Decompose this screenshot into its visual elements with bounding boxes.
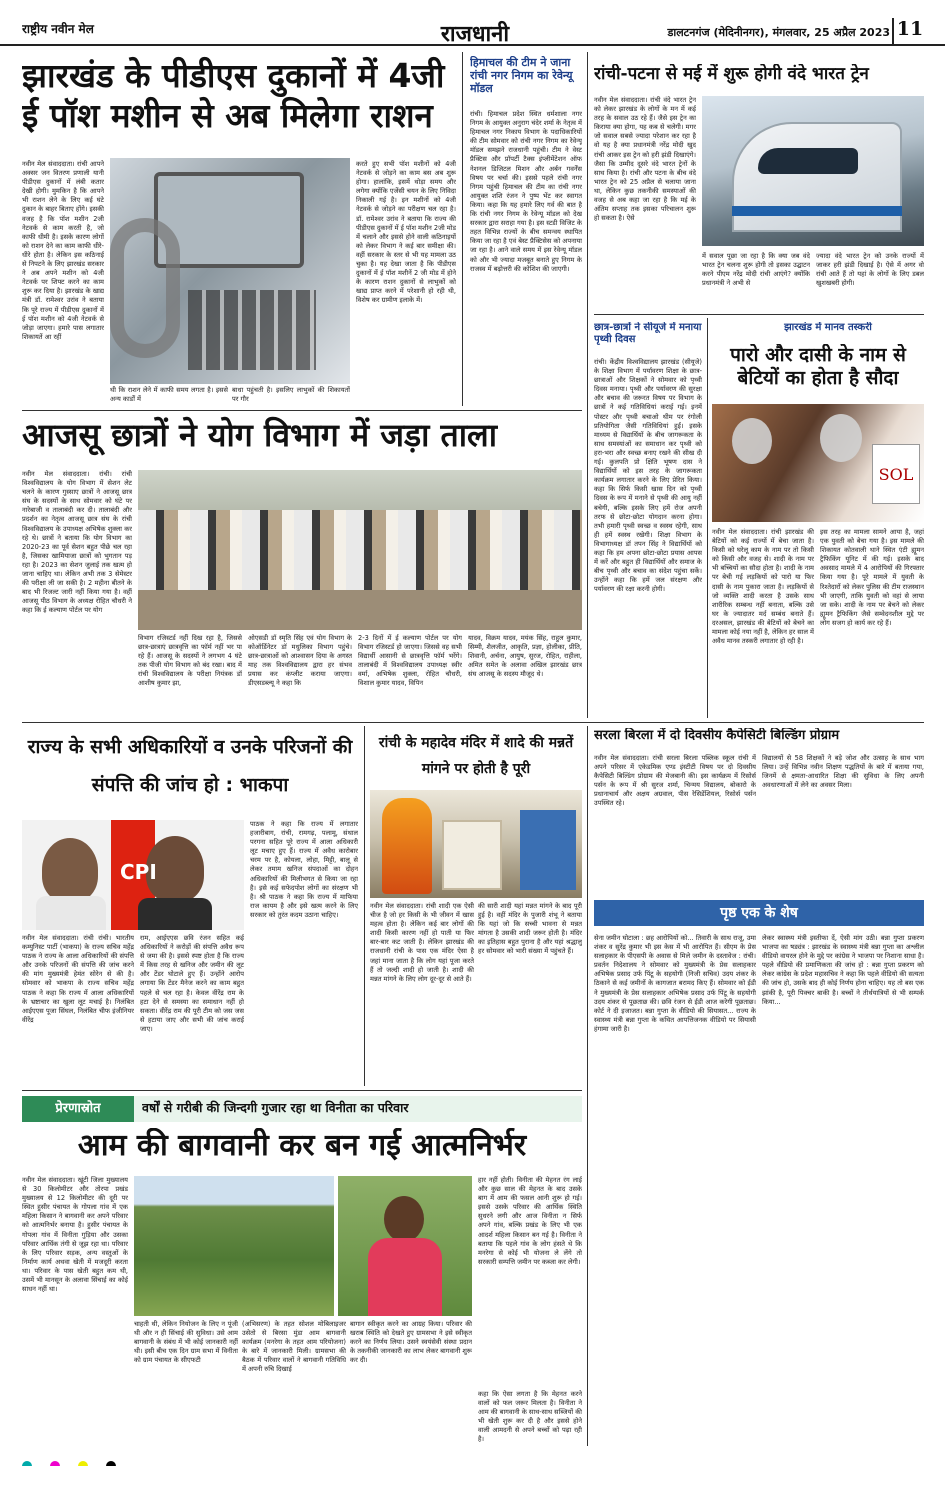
headline-trafficking: पारो और दासी के नाम से बेटियों का होता है सौदा [730,344,906,389]
headline-pds: झारखंड के पीडीएस दुकानों में 4जी ई पॉश मशीन से अब मिलेगा राशन [22,56,445,135]
mango-col-3: (अभिसरण) के तहत सोशल मोबिलाइजर उसेतो से बिरसा मुंडा आम बागवानी कार्यक्रम (मनरेगा के तहत आम परियोजना) के बारे में जानकारी मिली। ग्रामसभा की बैठक में परिवार वालों ने बागवानी गतिविधि में अपनी रुचि दिखाई [242,1320,346,1374]
mahadev-col-1: नवीन मेल संवाददाता। रांची शादी एक ऐसी चीज है जो हर किसी के भी जीवन में खास महत्व होता है। लेकिन कई बार लोगों की शादी किसी कारण नहीं हो पाती या फिर बार-बार कट जाती है। लेकिन झारखंड की राजधानी रांची के पास एक मंदिर ऐसा है जहां माना जाता है कि लोग यहां पूजा करते हैं तो जल्दी शादी हो जाती है। शादी की मन्नत मांगने के लिए लोग दूर-दूर से आते हैं। [370,902,474,983]
mango-col-2: चाहती थी, लेकिन नियोजन के लिए न पूंजी थी और न ही सिंचाई की सुविधा। उसे आम बागवानी के संबंध में भी कोई जानकारी नहीं थी। इसी बीच एक दिन ग्राम सभा में विनीता को ग्राम पंचायत के सीएफटी [134,1320,238,1365]
bhakpa-col-2: राम, आईएएस छवि रंजन सहित कई अधिकारियों ने करोड़ों की संपत्ति अवैध रूप से जमा की है। इससे स्पष्ट होता है कि राज्य में किस तरह से खनिज और जमीन की लूट और टेंडर घोटाले हुए हैं। उन्होंने आरोप लगाया कि टेंडर मैनेज करने का काम बहुत पहले से चल रहा है। केवल वीरेंद्र राम के हटा देने से समस्या का समाधान नहीं हो सकता। वीरेंद्र राम की पूरी टीम को जस जस से हटाया जाए और सभी की जांच कराई जाए। [140,934,244,1033]
earth-day-body: रांची। केंद्रीय विश्वविद्यालय झारखंड (सीयूजे) के शिक्षा विभाग में पर्यावरण शिक्षा के छात्र-छात्राओं और शिक्षकों ने सोमवार को पृथ्वी दिवस मनाया। पृथ्वी और पर्यावरण की सुरक्षा और बचाव की जरूरत विषय पर विभाग के छात्रों ने कई गतिविधियां कराई गई। इनमें पोस्टर और पृथ्वी बचाओ थीम पर रंगोली प्रतियोगिता जैसी गतिविधियां हुईं। इसके माध्यम से विद्यार्थियों के बीच जागरूकता के साथ समस्यांओं का समाधान कर पृथ्वी को हरा-भरा और स्वच्छ बनाए रखने की सीख दी गई। कुलपति प्रो क्षिति भूषण दास ने विद्यार्थियों को इस तरह के जागरूकता कार्यक्रम लगातार करने के लिए प्रेरित किया। कहा कि सिर्फ किसी खास दिन को पृथ्वी दिवस के रूप में मनाने से पृथ्वी की आयु नहीं बचेगी, बल्कि इसके लिए हमें रोज अपनी तरफ से छोटा-छोटा योगदान करना होगा। तभी हमारी पृथ्वी स्वच्छ व स्वस्थ रहेगी, साथ ही हमें स्वस्थ रखेगी। शिक्षा विभाग के विभागाध्यक्ष डॉ तपन सिंह ने विद्यार्थियों को कहा कि हम अपना छोटा-छोटा प्रयास आपस में करें और बहुत ही विद्यार्थियों और समाज के बीच पृथ्वी और बचाव का संदेश पहुंचा सकें। उन्होंने कहा कि हमें जल संरक्षण और पर्यावरण की रक्षा करनी होगी। [594,358,702,594]
trafficking-photo: SOL [712,404,924,522]
dateline: डालटनगंज (मेदिनीनगर), मंगलवार, 25 अप्रैल 2023 [667,26,890,39]
headline-bhakpa: राज्य के सभी अधिकारियों व उनके परिजनों की संपत्ति की जांच हो : भाकपा [27,736,353,796]
inspiration-band [22,1096,582,1122]
divider [22,410,582,411]
bhakpa-col-3: पाठक ने कहा कि राज्य में लगातार हजारीबाग, रांची, रामगढ़, पलामू, संथाल परगना सहित पूरे राज्य में आला अधिकारी लूट मचाए हुए हैं। राज्य में अवैध कारोबार चरम पर है, कोयला, लोहा, मिट्टी, बालू से लेकर तमाम खनिज संपदाओं का दोहन अधिकारियों की मिलीभगत से किया जा रहा है। इसे कई सफेदपोश लोगों का संरक्षण भी है। श्री पाठक ने कहा कि राज्य में माफिया राज कायम है और इसे खत्म करने के लिए सरकार को तुरंत कदम उठाना चाहिए। [250,820,358,919]
pds-col-3: बाधा पहुंचती है। इसलिए लाभुकों की शिकायतों पर गौर [232,386,350,404]
newspaper-logo: राष्ट्रीय नवीन मेल [22,22,94,36]
continued-col-2: लेकर स्वास्थ्य मंत्री इस्तीफा दें, ऐसी मांग उठी। बन्ना गुप्ता प्रकरण भाजपा का षड्यंत्र : झारखंड के स्वास्थ्य मंत्री बन्ना गुप्ता का अश्लील वीडियो वायरल होने के मुद्दे पर कांग्रेस ने भाजपा पर निशाना साधा है। पहले वीडियो की प्रमाणिकता की जांच हो : बन्ना गुप्ता प्रकरण को लेकर कांग्रेस के प्रदेश महासचिव ने कहा कि पहले वीडियो की सत्यता की जांच हो, उसके बाद ही कोई निर्णय होना चाहिए। यह तो बस एक झांकी है, पूरी पिक्चर बाकी है। बच्चों ने तीर्थयात्रियों से भी सम्पर्क किया... [762,934,924,1006]
pds-col-2: थी कि राशन लेने में काफी समय लगता है। इससे अन्य कार्डों में [110,386,228,404]
vande-col-1: नवीन मेल संवाददाता। रांची वंदे भारत ट्रेन को लेकर झारखंड के लोगों के मन में कई तरह के सवाल उठ रहे हैं। जैसे इस ट्रेन का किराया क्या होगा, यह कब से चलेगी। मगर जो सवाल सबसे ज्यादा परेशान कर रहा है वो यह है क्या प्रधानमंत्री नरेंद्र मोदी खुद रांची आकर इस ट्रेन को हरी झंडी दिखाएंगे। जैसा कि उम्मीद दूसरे वंदे भारत ट्रेनों के साथ किया है। रांची और पटना के बीच वंदे भारत ट्रेन को 25 अप्रैल से चलाया जाना था, लेकिन कुछ तकनीकी समस्याओं की वजह से अब कहा जा रहा है कि मई के अंतिम सप्ताह तक इसका परिचालन शुरू हो सकता है। ऐसे [594,96,696,223]
trafficking-kicker: झारखंड में मानव तस्करी [784,322,872,333]
bhakpa-col-1: नवीन मेल संवाददाता। रांची रांची। भारतीय कम्युनिस्ट पार्टी (भाकपा) के राज्य सचिव महेंद्र पाठक ने राज्य के आला अधिकारियों की संपत्ति और उनके परिजनों की संपत्ति की जांच करने की मांग मुख्यमंत्री हेमंत सोरेन से की है। सोमवार को भाकपा के राज्य सचिव महेंद्र पाठक ने कहा कि राज्य में आला अधिकारियों के भ्रष्टाचार का खुला लूट मचाई है। निलंबित आईएएस पूजा सिंघल, निलंबित चीफ इंजीनियर वीरेंद्र [22,934,134,1024]
divider [462,52,463,406]
leaders-photo: CPI [22,820,244,930]
protest-photo [138,470,582,630]
color-registration-strip [0,1456,945,1466]
divider [22,722,924,723]
section-title: राजधानी [440,21,510,44]
mango-col-6: कहा कि ऐसा लगता है कि मेहनत करने वालों को फल जरूर मिलता है। विनीता ने आम की बागवानी के साथ-साथ सब्जियों की भी खेती शुरू कर दी है और इससे होने वाली आमदनी से अपने बच्चों को पढ़ा रही है। [478,1390,582,1444]
pds-col-4: करते हुए सभी पॉश मशीनों को 4जी नेटवर्क से जोड़ने का काम बस अब शुरू होगा। हालांकि, इसमें थोड़ा समय और लगेगा क्योंकि एजेंसी चयन के लिए निविदा निकाली गई है। इन मशीनों को 4जी नेटवर्क से जोड़ने का परीक्षण चल रहा है। डॉ. रामेश्वर उरांव ने बताया कि राज्य की पीडीएस दुकानों में ई पॉश मशीन 2जी मोड में चलाने और इससे होने वाली कठिनाइयों को लेकर विभाग ने कई बार समीक्षा की। वहीं सरकार के स्तर से भी यह मामला उठ चुका है। यह देखा जाता है कि पीडीएस दुकानों में ई पॉश मशीनें 2 जी मोड में होने के कारण राशन दुकानों से लाभुकों को खाद्य प्राप्त करने में परेशानी हो रही थी, विशेष कर ग्रामीण इलाके में। [356,160,456,305]
ajsu-col-2: विभाग रजिस्टर्ड नहीं दिख रहा है, जिससे छात्र-छात्राएं छात्रवृत्ति का फॉर्म नहीं भर पा रहे हैं। आजसू के सदस्यों ने लगभग 4 घंटे तक पीजी योग विभाग को बंद रखा। बाद में रांची विश्वविद्यालय के परीक्षा नियंत्रक डॉ आशीष कुमार झा, [138,634,242,688]
train-photo [702,96,924,246]
page-number: 11 [892,18,926,44]
trafficking-col-1: नवीन मेल संवाददाता। रांची झारखंड की बेटियों को कई राज्यों में बेचा जाता है। किसी को घरेलू काम के नाम पर तो किसी को किसी और वजह से। शादी के नाम पर भी बच्चियों का सौदा होता है। शादी के नाम पर बेची गई लड़कियों को पारो या फिर दासी के नाम पुकारा जाता है। लड़कियों से जो व्यक्ति शादी करता है उसके साथ शारीरिक सम्बन्ध नहीं बनाता, बल्कि उसे घर के ज्यादातर मर्द सम्बंध बनाते हैं। दरअसल, झारखंड की बेटियों को बेचने का मामला कोई नया नहीं है, लेकिन हर साल में अवैध मानव तस्करी लगातार हो रही है। [712,528,814,646]
headline-mahadev: रांची के महादेव मंदिर में शादे की मन्नतें मांगने पर होती है पूरी [378,735,574,777]
mango-col-5: हार नहीं होती। विनीता की मेहनत रंग लाई और कुछ साल की मेहनत के बाद उसके बाग में आम की फसल आनी शुरू हो गई। इससे उसके परिवार की आर्थिक स्थिति सुधरने लगी और आज विनीता न सिर्फ अपने गांव, बल्कि प्रखंड के लिए भी एक आदर्श महिला किसान बन गई है। विनीता ने बताया कि पहले गांव के लोग हंसते थे कि मनरेगा से कोई भी योजना ले लेंगे तो सरकारी सम्पत्ति जमीन पर कब्जा कर लेगी। [478,1176,582,1266]
divider [364,726,365,1086]
trafficking-col-2: इस तरह का मामला सामने आया है, जहां एक युवती को बेचा गया है। इस मामले की शिकायत कोतवाली थाने स्थित एंटी ह्यूमन ट्रैफिकिंग यूनिट में की गई। इसके बाद अवसाद मामले में 4 आरोपियों की गिरफ्तार किया गया है। पूरे मामले में युवती के रिश्तेदारों को लेकर पुलिस की टीम राजस्थान भी जाएगी, ताकि युवती को वहां से लाया जा सके। शादी के नाम पर बेचने को लेकर ह्यूमन ट्रैफिकिंग जैसे सम्वेदनशील मुद्दे पर लोग सजग हो कार्य कर रहे हैं। [820,528,924,627]
mango-col-1: नवीन मेल संवाददाता। खूंटी जिला मुख्यालय से 30 किलोमीटर और तोरपा प्रखंड मुख्यालय से 12 किलोमीटर की दूरी पर स्थित हुसीर पंचायत के गोपला गांव में एक महिला किसान ने बागवानी कर अपने परिवार को आत्मनिर्भर बनाया है। हुसीर पंचायत के गोपला गांव में विनीता गुड़िया और उसका परिवार आर्थिक तंगी से जूझ रहा था। परिवार के लिए परिवार सड़क, अन्य वस्तुओं के निर्माण कार्य अथवा खेती में मजदूरी करता था। परिवार के पास खेती बहुत कम थी, उसमें भी मानसून के अलावा सिंचाई का कोई साधन नहीं था। [22,1176,128,1294]
divider [707,318,708,718]
page-header [0,0,945,46]
mahadev-col-2: की सारी शादी यहां मन्नत मांगने के बाद पूरी हुई है। वहीं मंदिर के पुजारी शंभू ने बताया कि यहां जो कि सच्ची भावना से मन्नत मांगता है उसकी शादी जरूर होती है। मंदिर का इतिहास बहुत पुराना है और यहां श्रद्धालु हर सोमवार को भारी संख्या में पहुंचते हैं। [478,902,582,956]
continued-col-1: सेना जमीन घोटाला : छह आरोपियों को... तिवारी के साथ राजू, उमा शंकर व सुरेंद्र कुमार भी इस केस में भी आरोपित हैं। सीएम के प्रेस सलाहकार के पीएसपी के अवास से मिले जमीन के दस्तावेज : रांची। प्रवर्तन निदेशालय ने सोमवार को मुख्यमंत्री के प्रेस सलाहकार अभिषेक प्रसाद उर्फ पिंटू के सहयोगी (निजी सचिव) उदय शंकर के ठिकाने से कई जमीनों के कागजात बरामद किए हैं। सोमवार को ईडी ने मुख्यमंत्री के प्रेस सलाहकार अभिषेक प्रसाद उर्फ पिंटू के सहयोगी उदय शंकर से पूछताछ की। छवि रंजन से ईडी आज करेगी पूछताछ। कोर्ट ने दी इजाजत। बन्ना गुप्ता के वीडियो की सियासत... राज्य के स्वास्थ्य मंत्री बन्ना गुप्ता के कथित आपत्तिजनक वीडियो पर सियासी हंगामा जारी है। [594,934,756,1033]
inspiration-kicker: वर्षों से गरीबी की जिन्दगी गुजार रहा था विनीता का परिवार [142,1100,409,1115]
field-photo [134,1176,334,1316]
himachal-body: रांची। हिमाचल प्रदेश स्थित धर्मशाला नगर निगम के आयुक्त अनुराग चंदेर शर्मा के नेतृत्व में हिमाचल नगर निकाय विभाग के पदाधिकारियों की टीम सोमवार को रांची नगर निगम का रेवेन्यू मॉडल समझने राजधानी पहुंची। टीम ने वेस्ट प्रैक्टिस और प्रॉपर्टी टैक्स इंप्लीमेंटेशन ऑफ नेशनल डिजिटल मिशन और अर्बन गवर्नेंस विषय पर चर्चा की। इससे पहले रांची नगर निगम पहुंची हिमाचल की टीम का रांची नगर आयुक्त शशि रंजन ने पुष्प भेंट कर स्वागत किया। कहा कि यह हमारे लिए गर्व की बात है कि रांची नगर निगम के रेवेन्यू मॉडल को देख सरकार द्वारा सराहा गया है। इस स्टडी विजिट के तहत विभिन्न राज्यों के बीच समन्वय स्थापित किया जा रहा है एवं बेस्ट प्रैक्टिसेस को अपनाया जा रहा है। आने वाले समय में इस रेवेन्यू मॉडल को और भी ज्यादा मजबूत बनाते हुए निगम के राजस्व में बढ़ोत्तरी की कोशिश की जाएगी। [470,110,582,273]
pds-col-1: नवीन मेल संवाददाता। रांची आपने अक्सर जन वितरण प्रणाली यानी पीडीएस दुकानों में लंबी कतार देखी होगी। मुमकिन है कि आपने भी राशन लेने के लिए कई घंटे दुकान के बाहर बिताए होंगे। इसकी वजह है कि पॉश मशीन 2जी नेटवर्क से काम करती है, जो काफी धीमी है। इसके कारण लोगों को राशन देने का काम काफी धीरे-धीरे होता है। लेकिन इस कठिनाई से निपटने के लिए झारखंड सरकार ने अब अपने मशीन को 4जी नेटवर्क पर शिफ्ट करने का काम शुरू कर दिया है। झारखंड के खाद्य मंत्री डॉ. रामेश्वर उरांव ने बताया कि पूरे राज्य में पीडीएस दुकानों में ई पॉश मशीन को 4जी नेटवर्क से जोड़ा जाएगा। हमारे पास लगातार शिकायतें आ रहीं [22,160,104,341]
ajsu-col-1: नवीन मेल संवाददाता। रांची। रांची विश्वविद्यालय के योग विभाग में सेशन लेट चलने के कारण गुस्साए छात्रों ने आजसू छात्र संघ के सदस्यों के साथ सोमवार को घंटे पर नारेबाजी व तालाबंदी कर दी। तालाबंदी और प्रदर्शन का नेतृत्व आजसू छात्र संघ के रांची विश्वविद्यालय के उपाध्यक्ष अभिषेक शुक्ला कर रहे थे। छात्रों ने बताया कि योग विभाग का 2020-23 का पूर्व सेशन बहुत पीछे चल रहा है, जिसका खामियाजा छात्रों को भुगतान पड़ रहा है। 2023 का सेशन जुलाई तक खत्म हो जाना चाहिए था। लेकिन अभी तक 3 सेमेस्टर की परीक्षा ली जा सकी है। 2 महीना बीतने के बाद भी रिजल्ट जारी नहीं किया गया है। वहीं आजसू पीठ विभाग के अध्यक्ष रोहित चौधरी ने कहा कि ई कल्याण पोर्टल पर योग [22,470,132,615]
sarla-col-2: विद्यालयों से 58 शिक्षकों ने बड़े जोश और उत्साह के साथ भाग लिया। उन्हें विभिन्न नवीन शिक्षण पद्धतियों के बारे में बताया गया, जिनमें से क्षमता-आधारित शिक्षा की सुविधा के लिए अपनी अवधारणाओं में लेने का अवसर मिला। [762,754,924,790]
sarla-col-1: नवीन मेल संवाददाता। रांची सरला बिरला पब्लिक स्कूल रांची में अपने परिसर में एकेडमिक एण्ड इंस्टीटी विषय पर दो दिवसीय कैपेसिटी बिल्डिंग प्रोग्राम की मेजबानी की। इस कार्यक्रम में रिसोर्स पर्सन के रूप में श्री सुरज शर्मा, चिन्मय विद्यालय, बोकारो के प्रधानाचार्य और अक्षय अग्रवाल, पीस रेसिडेंशियल, रिसोर्स पर्सन उपस्थित रहे। [594,754,756,808]
divider [594,314,924,315]
vande-col-2: में सवाल पूछा जा रहा है कि क्या जब वंदे भारत ट्रेन चलना शुरू होगी तो इसका उद्घाटन करने पीएम नरेंद्र मोदी रांची आएंगे? क्योंकि प्रधानमंत्री ने अभी से [702,252,810,288]
headline-earth-day: छात्र-छात्रों ने सीयूजे में मनाया पृथ्वी दिवस [594,322,702,345]
inspiration-tag: प्रेरणास्रोत [22,1096,134,1122]
vande-col-3: ज्यादा वंदे भारत ट्रेन को उनके राज्यों में जाकर हरी झंडी दिखाई है। ऐसे में अगर वो रांची आते हैं तो यहां के लोगों के लिए डबल खुशखबरी होगी। [816,252,924,288]
divider [22,1090,582,1091]
pos-machine-photo [110,158,350,384]
headline-mango: आम की बागवानी कर बन गई आत्मनिर्भर [77,1128,527,1163]
divider [587,52,588,718]
divider [587,726,588,1446]
ajsu-col-3: ओएसडी डॉ स्मृति सिंह एवं योग विभाग के कोऑर्डिनेटर डॉ मधुलिका विभाग पहुंचे। छात्र-छात्राओं को आश्वासन दिया के अगस्त माह तक विश्वविद्यालय द्वारा हर संभव प्रयास कर कंप्लीट कराया जाएगा। डीएसडब्ल्यू ने कहा कि [248,634,352,688]
headline-himachal: हिमाचल की टीम ने जाना रांची नगर निगम का रेवेन्यू मॉडल [470,56,573,96]
headline-vande-bharat: रांची-पटना से मई में शुरू होगी वंदे भारत ट्रेन [594,64,869,84]
farmer-photo [338,1176,472,1316]
headline-sarla-birla: सरला बिरला में दो दिवसीय कैपेसिटी बिल्डिंग प्रोग्राम [594,728,840,743]
temple-photo [370,790,582,898]
continued-band: पृष्ठ एक के शेष [594,900,924,926]
ajsu-col-4: 2-3 दिनों में ई कल्याण पोर्टल पर योग विभाग रजिस्टर्ड हो जाएगा। जिससे वह सभी विद्यार्थी आसानी से छात्रवृत्ति फॉर्म भरेंगे। तालाबंदी में विश्वविद्यालय उपाध्यक्ष स्वीर वर्मा, अभिषेक शुक्ला, रोहित चौधरी, विशाल कुमार यादव, विपिन [358,634,462,688]
headline-ajsu: आजसू छात्रों ने योग विभाग में जड़ा ताला [22,416,498,454]
mango-col-4: बागान स्वीकृत करने का आग्रह किया। परिवार की खराब स्थिति को देखते हुए ग्रामसभा ने इसे स्वीकृत करने का निर्णय लिया। उसने स्वयंसेवी संस्था प्रदान के तकनीकी जानकारी का लाभ लेकर बागवानी शुरू कर दी। [350,1320,472,1365]
ajsu-col-5: यादव, विक्रम यादव, मयंक सिंह, राहुल कुमार, सिम्मी, शैलजीत, आकृति, प्रज्ञा, होलीका, प्रीति, शिवानी, अर्चना, आयुष, सुरज, रोहित, राहीला, अमित समेत के अलावा अखिल झारखंड छात्र संघ आजसू के सदस्य मौजूद थे। [468,634,582,679]
